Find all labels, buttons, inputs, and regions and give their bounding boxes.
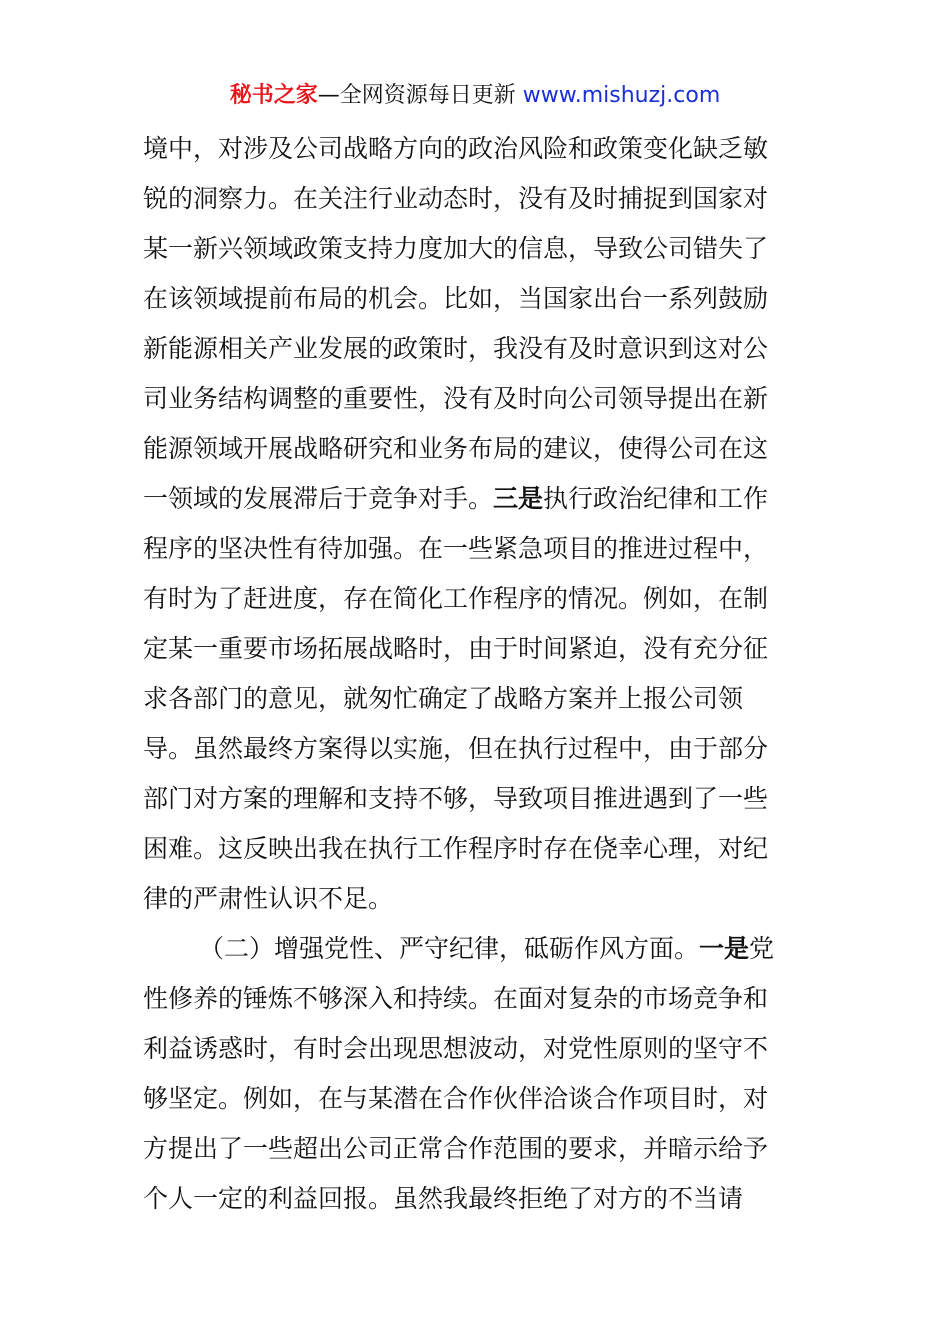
site-url-link[interactable]: www.mishuzj.com <box>522 83 721 108</box>
text-line: 性修养的锤炼不够深入和持续。在面对复杂的市场竞争和 <box>143 984 769 1013</box>
text-line: 在该领域提前布局的机会。比如，当国家出台一系列鼓励 <box>143 284 769 313</box>
text-line: 求各部门的意见，就匆忙确定了战略方案并上报公司领 <box>143 684 744 713</box>
text-line: 司业务结构调整的重要性，没有及时向公司领导提出在新 <box>143 384 769 413</box>
banner-tagline: —全网资源每日更新 <box>317 83 523 108</box>
text-line: 有时为了赶进度，存在简化工作程序的情况。例如，在制 <box>143 584 769 613</box>
text-line: 部门对方案的理解和支持不够，导致项目推进遇到了一些 <box>143 784 769 813</box>
text-line: 个人一定的利益回报。虽然我最终拒绝了对方的不当请 <box>143 1184 744 1213</box>
section-heading-line <box>143 924 813 974</box>
emphasis-marker: 三是 <box>493 484 544 513</box>
section-heading: （二）增强党性、严守纪律，砥砺作风方面。 <box>199 934 700 963</box>
text-line: 程序的坚决性有待加强。在一些紧急项目的推进过程中， <box>143 534 769 563</box>
text-line: 锐的洞察力。在关注行业动态时，没有及时捕捉到国家对 <box>143 184 769 213</box>
text-line: 境中，对涉及公司战略方向的政治风险和政策变化缺乏敏 <box>143 134 769 163</box>
brand-name: 秘书之家 <box>229 83 318 108</box>
text-line: 某一新兴领域政策支持力度加大的信息，导致公司错失了 <box>143 234 769 263</box>
text-segment: 一领域的发展滞后于竞争对手。 <box>143 484 494 513</box>
text-line: 困难。这反映出我在执行工作程序时存在侥幸心理，对纪 <box>143 834 769 863</box>
text-segment: 党 <box>749 934 775 963</box>
text-line: 新能源相关产业发展的政策时，我没有及时意识到这对公 <box>143 334 769 363</box>
text-line: 定某一重要市场拓展战略时，由于时间紧迫，没有充分征 <box>143 634 769 663</box>
text-segment: 执行政治纪律和工作 <box>543 484 769 513</box>
text-line: 导。虽然最终方案得以实施，但在执行过程中，由于部分 <box>143 734 769 763</box>
emphasis-marker: 一是 <box>699 934 750 963</box>
text-line: 律的严肃性认识不足。 <box>143 884 394 913</box>
text-line: 够坚定。例如，在与某潜在合作伙伴洽谈合作项目时，对 <box>143 1084 769 1113</box>
text-line <box>143 474 813 524</box>
document-body <box>143 124 813 1224</box>
text-line: 利益诱惑时，有时会出现思想波动，对党性原则的坚守不 <box>143 1034 769 1063</box>
text-line: 能源领域开展战略研究和业务布局的建议，使得公司在这 <box>143 434 769 463</box>
site-banner <box>0 80 950 112</box>
text-line: 方提出了一些超出公司正常合作范围的要求，并暗示给予 <box>143 1134 769 1163</box>
